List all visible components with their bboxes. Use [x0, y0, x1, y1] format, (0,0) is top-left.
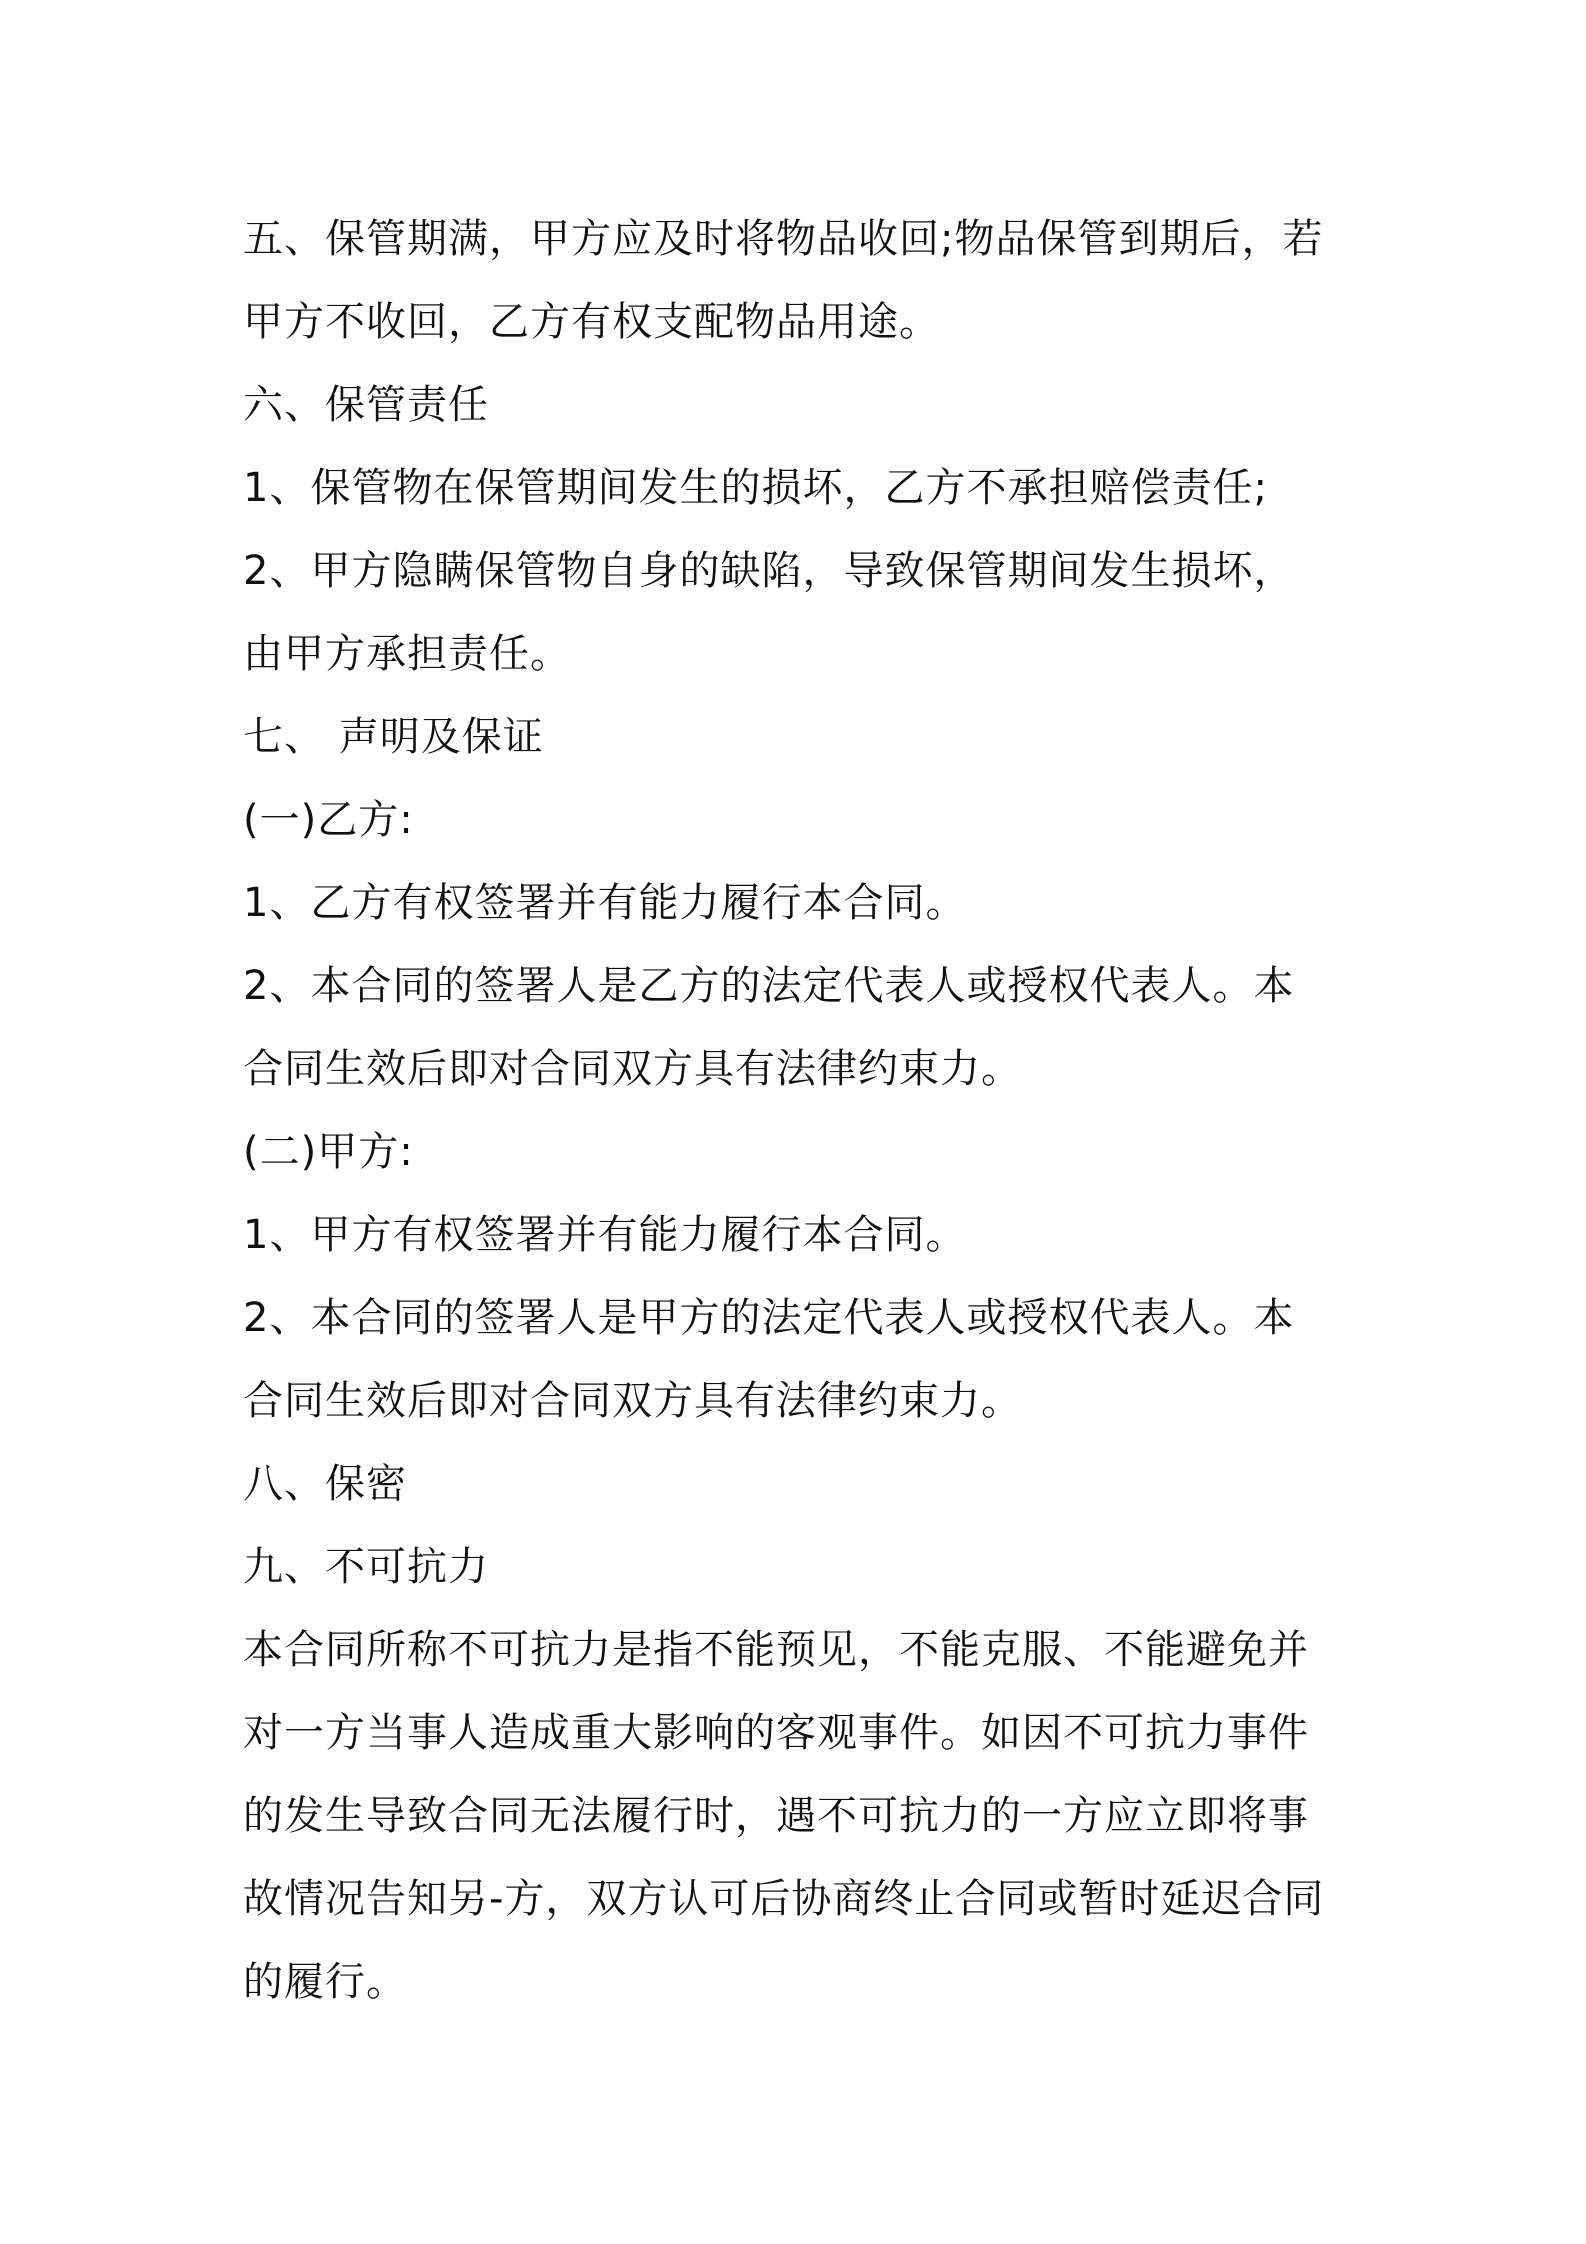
- clause-5-line-1: 五、保管期满，甲方应及时将物品收回;物品保管到期后，若: [243, 216, 1324, 262]
- clause-6-item-2-line-2: 由甲方承担责任。: [243, 631, 571, 677]
- clause-7-party-b-item-2-line-2: 合同生效后即对合同双方具有法律约束力。: [243, 1046, 1022, 1092]
- clause-7-party-a-item-2-line-2: 合同生效后即对合同双方具有法律约束力。: [243, 1378, 1022, 1424]
- clause-6-heading: 六、保管责任: [243, 382, 489, 428]
- clause-9-paragraph-line-2: 对一方当事人造成重大影响的客观事件。如因不可抗力事件: [243, 1710, 1309, 1756]
- clause-7-party-a-item-1: 1、甲方有权签署并有能力履行本合同。: [243, 1212, 967, 1258]
- clause-9-paragraph-line-5: 的履行。: [243, 1959, 407, 2005]
- clause-8-heading: 八、保密: [243, 1461, 407, 1507]
- clause-9-paragraph-line-3: 的发生导致合同无法履行时，遇不可抗力的一方应立即将事: [243, 1793, 1309, 1839]
- clause-9-heading: 九、不可抗力: [243, 1544, 489, 1590]
- clause-7-heading: 七、 声明及保证: [243, 714, 544, 760]
- clause-5-line-2: 甲方不收回，乙方有权支配物品用途。: [243, 299, 940, 345]
- clause-6-item-2-line-1: 2、甲方隐瞒保管物自身的缺陷，导致保管期间发生损坏，: [243, 548, 1295, 594]
- clause-9-paragraph-line-1: 本合同所称不可抗力是指不能预见，不能克服、不能避免并: [243, 1627, 1309, 1673]
- clause-9-paragraph-line-4: 故情况告知另-方，双方认可后协商终止合同或暂时延迟合同: [243, 1876, 1325, 1922]
- clause-7-party-b-item-1: 1、乙方有权签署并有能力履行本合同。: [243, 880, 967, 926]
- clause-7-party-a-heading: (二)甲方:: [243, 1129, 414, 1175]
- clause-7-party-b-heading: (一)乙方:: [243, 797, 414, 843]
- document-body: [243, 198, 1353, 2024]
- clause-7-party-a-item-2-line-1: 2、本合同的签署人是甲方的法定代表人或授权代表人。本: [243, 1295, 1295, 1341]
- clause-7-party-b-item-2-line-1: 2、本合同的签署人是乙方的法定代表人或授权代表人。本: [243, 963, 1295, 1009]
- clause-6-item-1: 1、保管物在保管期间发生的损坏，乙方不承担赔偿责任;: [243, 465, 1268, 511]
